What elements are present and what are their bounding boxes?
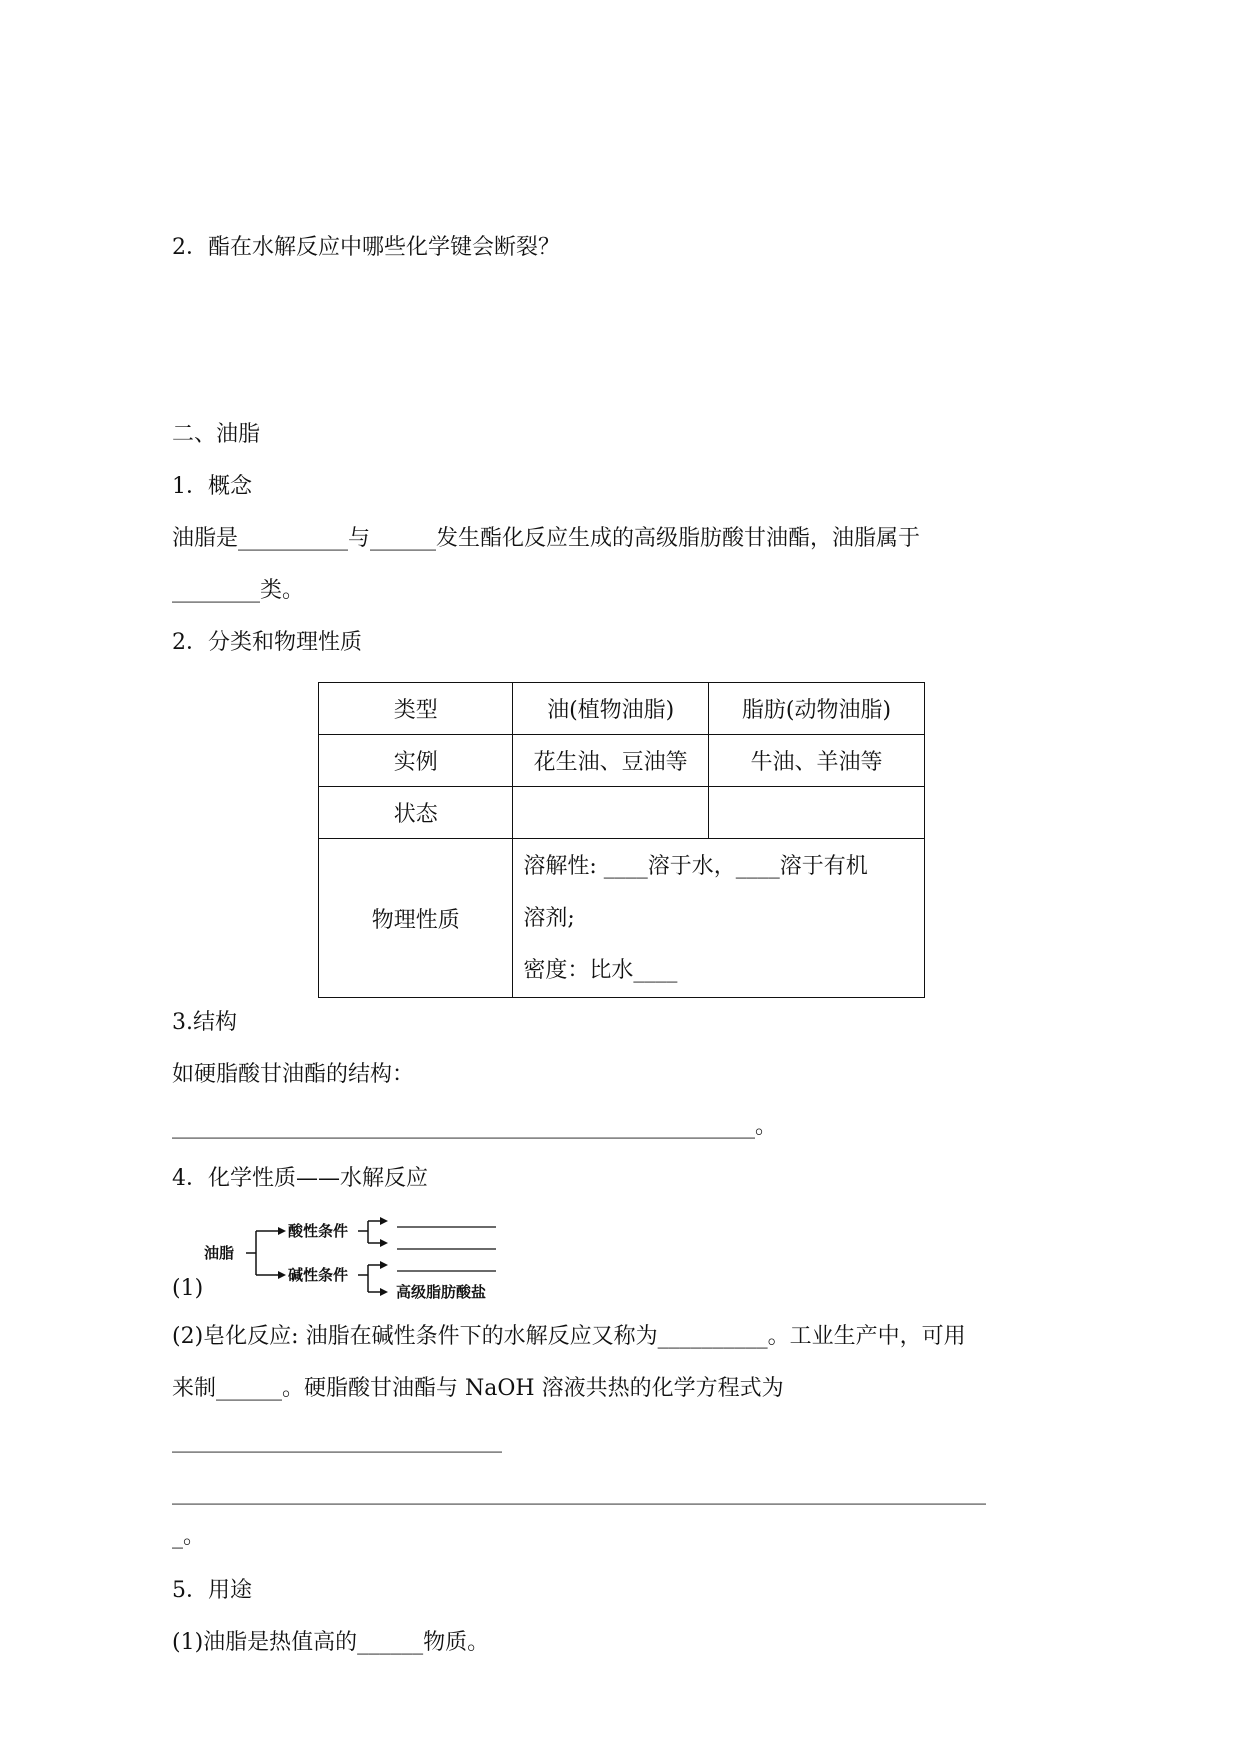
table-header-cell: 脂肪(动物油脂) xyxy=(708,683,924,735)
equation-blank-short: ______________________________ xyxy=(172,1428,502,1453)
structure-line-1: 如硬脂酸甘油酯的结构： xyxy=(172,1062,415,1087)
concept-heading: 1．概念 xyxy=(172,474,252,499)
saponification-line-2: 来制______。硬脂酸甘油酯与 NaOH 溶液共热的化学方程式为 xyxy=(172,1376,784,1401)
table-row xyxy=(319,683,925,735)
saponification-line-1: (2)皂化反应: 油脂在碱性条件下的水解反应又称为__________。工业生产中，可用 xyxy=(172,1324,966,1349)
arrow-head-icon xyxy=(380,1239,388,1247)
arrow-head-icon xyxy=(380,1217,388,1225)
solubility-line: 溶解性: ____溶于水，____溶于有机 xyxy=(523,854,868,879)
table-row xyxy=(319,735,925,787)
density-line: 密度：比水____ xyxy=(523,958,678,983)
equation-blank-end: _。 xyxy=(172,1524,206,1549)
arrow-head-icon xyxy=(278,1271,286,1279)
uses-item-1: (1)油脂是热值高的______物质。 xyxy=(172,1630,490,1655)
section-title: 二、油脂 xyxy=(172,422,261,447)
table-cell xyxy=(513,787,709,839)
table-row xyxy=(319,787,925,839)
concept-line-1: 油脂是__________与______发生酯化反应生成的高级脂肪酸甘油酯，油脂属于 xyxy=(172,526,921,551)
diagram-base-label: 碱性条件 xyxy=(288,1266,349,1284)
chemical-heading: 4．化学性质——水解反应 xyxy=(172,1166,428,1191)
equation-blank-long: __________________________________________________________________________ xyxy=(172,1480,986,1505)
concept-line-2: ________类。 xyxy=(172,578,305,603)
diagram-acid-label: 酸性条件 xyxy=(288,1222,349,1240)
hydrolysis-diagram xyxy=(200,1210,510,1310)
table-row xyxy=(319,839,925,998)
table-cell: 实例 xyxy=(319,735,513,787)
question-2: 2．酯在水解反应中哪些化学键会断裂？ xyxy=(172,235,560,260)
arrow-head-icon xyxy=(380,1261,388,1269)
chemical-item-1: (1) xyxy=(172,1276,204,1301)
physical-properties-cell xyxy=(513,839,925,998)
diagram-root-label: 油脂 xyxy=(204,1244,235,1262)
table-cell: 花生油、豆油等 xyxy=(513,735,709,787)
table-cell xyxy=(708,787,924,839)
structure-line-2: _____________________________________________________。 xyxy=(172,1114,778,1139)
structure-heading: 3.结构 xyxy=(172,1010,237,1035)
table-header-cell: 油(植物油脂) xyxy=(513,683,709,735)
classification-table xyxy=(318,682,925,998)
solvent-line: 溶剂; xyxy=(523,906,575,931)
arrow-head-icon xyxy=(380,1288,388,1296)
classification-heading: 2．分类和物理性质 xyxy=(172,630,362,655)
diagram-salt-label: 高级脂肪酸盐 xyxy=(396,1283,487,1301)
table-cell: 物理性质 xyxy=(319,839,513,998)
table-cell: 状态 xyxy=(319,787,513,839)
uses-heading: 5．用途 xyxy=(172,1578,252,1603)
table-header-cell: 类型 xyxy=(319,683,513,735)
table-cell: 牛油、羊油等 xyxy=(708,735,924,787)
arrow-head-icon xyxy=(278,1227,286,1235)
